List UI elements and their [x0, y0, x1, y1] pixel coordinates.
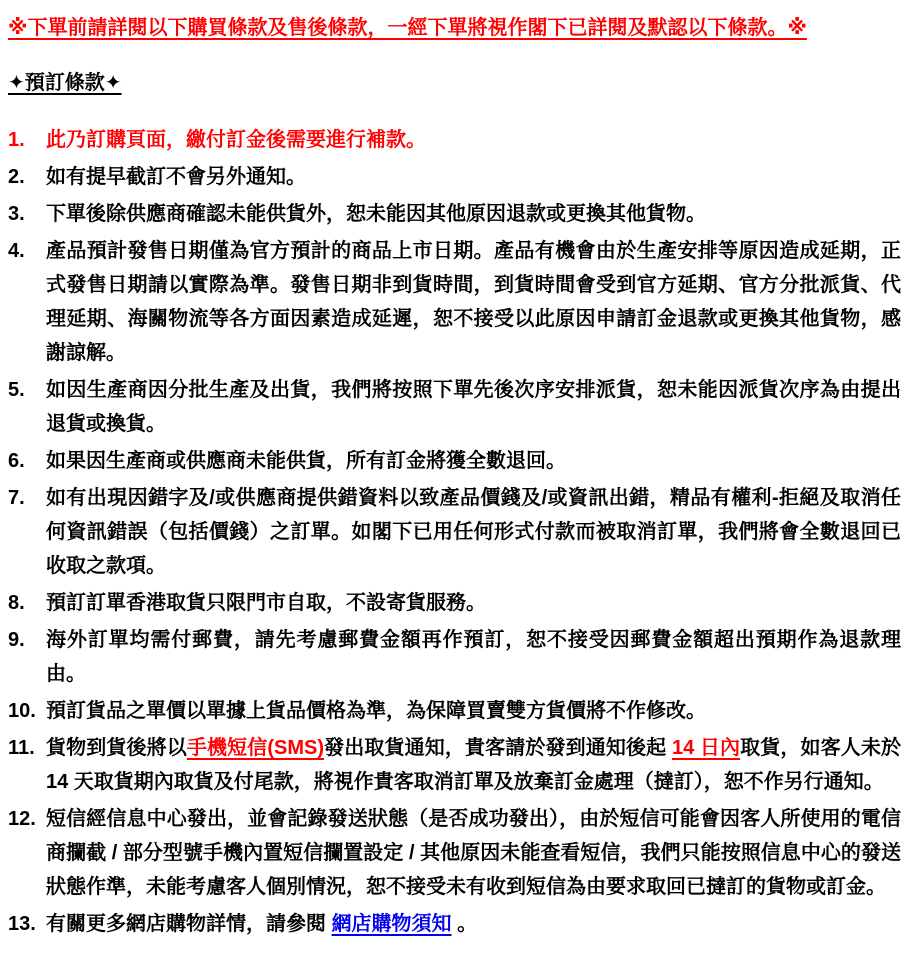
term-text-segment: 發出取貨通知，貴客請於發到通知後起 [324, 737, 672, 759]
term-text-segment: 貨物到貨後將以 [46, 737, 187, 759]
term-item-10 [8, 694, 901, 728]
term-item-5 [8, 373, 901, 441]
term-number: 8. [8, 592, 25, 614]
term-item-13 [8, 907, 901, 941]
term-item-1 [8, 123, 901, 157]
term-number: 11. [8, 737, 35, 759]
term-number: 5. [8, 379, 25, 401]
term-text: 短信經信息中心發出，並會記錄發送狀態（是否成功發出），由於短信可能會因客人所使用的電信商攔截 / 部分型號手機內置短信攔置設定 / 其他原因未能查看短信，我們只能按照信息中心的發送狀態作準，未能考慮客人個別情況，恕不接受未有收到短信為由要求取回已撻訂的貨物或訂金。 [46, 808, 901, 898]
term-text: 如果因生產商或供應商未能供貨，所有訂金將獲全數退回。 [46, 450, 566, 472]
section-title-preorder-terms: ✦預訂條款✦ [8, 72, 122, 94]
pickup-deadline-emphasis: 14 日內 [671, 737, 741, 759]
term-item-8 [8, 586, 901, 620]
term-item-2 [8, 160, 901, 194]
term-text [46, 731, 901, 799]
term-text-segment: 有關更多網店購物詳情，請參閱 [46, 913, 332, 935]
term-text: 下單後除供應商確認未能供貨外，恕未能因其他原因退款或更換其他貨物。 [46, 203, 706, 225]
term-text: 產品預計發售日期僅為官方預計的商品上市日期。產品有機會由於生產安排等原因造成延期，正式發售日期請以實際為準。發售日期非到貨時間，到貨時間會受到官方延期、官方分批派貨、代理延期、海關物流等各方面因素造成延遲，恕不接受以此原因申請訂金退款或更換其他貨物，感謝諒解。 [46, 240, 901, 364]
term-number: 7. [8, 487, 25, 509]
term-number: 10. [8, 700, 36, 722]
term-item-4 [8, 234, 901, 370]
term-number: 3. [8, 203, 25, 225]
term-text: 預訂貨品之單價以單據上貨品價格為準，為保障買賣雙方貨價將不作修改。 [46, 700, 706, 722]
term-number: 13. [8, 913, 36, 935]
term-item-11 [8, 731, 901, 799]
term-text: 海外訂單均需付郵費，請先考慮郵費金額再作預訂，恕不接受因郵費金額超出預期作為退款理由。 [46, 629, 901, 685]
term-number: 2. [8, 166, 25, 188]
term-item-3 [8, 197, 901, 231]
term-text [46, 907, 901, 941]
sms-emphasis: 手機短信(SMS) [186, 737, 325, 759]
term-item-12 [8, 802, 901, 904]
terms-list [8, 123, 901, 941]
term-number: 6. [8, 450, 25, 472]
term-number: 1. [8, 129, 25, 151]
term-number: 9. [8, 629, 25, 651]
term-item-7 [8, 481, 901, 583]
term-number: 4. [8, 240, 25, 262]
term-text-segment: 取貨，如客人未於 14 天取貨期內取貨及付尾款，將視作貴客取消訂單及放棄訂金處理（撻訂），恕不作另行通知。 [46, 737, 902, 793]
term-text: 如有提早截訂不會另外通知。 [46, 166, 306, 188]
term-text: 此乃訂購頁面，繳付訂金後需要進行補款。 [46, 129, 426, 151]
pre-order-notice-banner: ※下單前請詳閱以下購買條款及售後條款，一經下單將視作閣下已詳閱及默認以下條款。※ [8, 17, 807, 39]
term-text: 預訂訂單香港取貨只限門市自取，不設寄貨服務。 [46, 592, 486, 614]
term-text: 如因生產商因分批生產及出貨，我們將按照下單先後次序安排派貨，恕未能因派貨次序為由提出退貨或換貨。 [46, 379, 901, 435]
shop-guidelines-link[interactable]: 網店購物須知 [331, 913, 452, 935]
term-item-9 [8, 623, 901, 691]
term-number: 12. [8, 808, 36, 830]
term-text-segment: 。 [451, 913, 478, 935]
term-text: 如有出現因錯字及/或供應商提供錯資料以致產品價錢及/或資訊出錯，精品有權利-拒絕及取消任何資訊錯誤（包括價錢）之訂單。如閣下已用任何形式付款而被取消訂單，我們將會全數退回已收取之款項。 [46, 487, 901, 577]
term-item-6 [8, 444, 901, 478]
